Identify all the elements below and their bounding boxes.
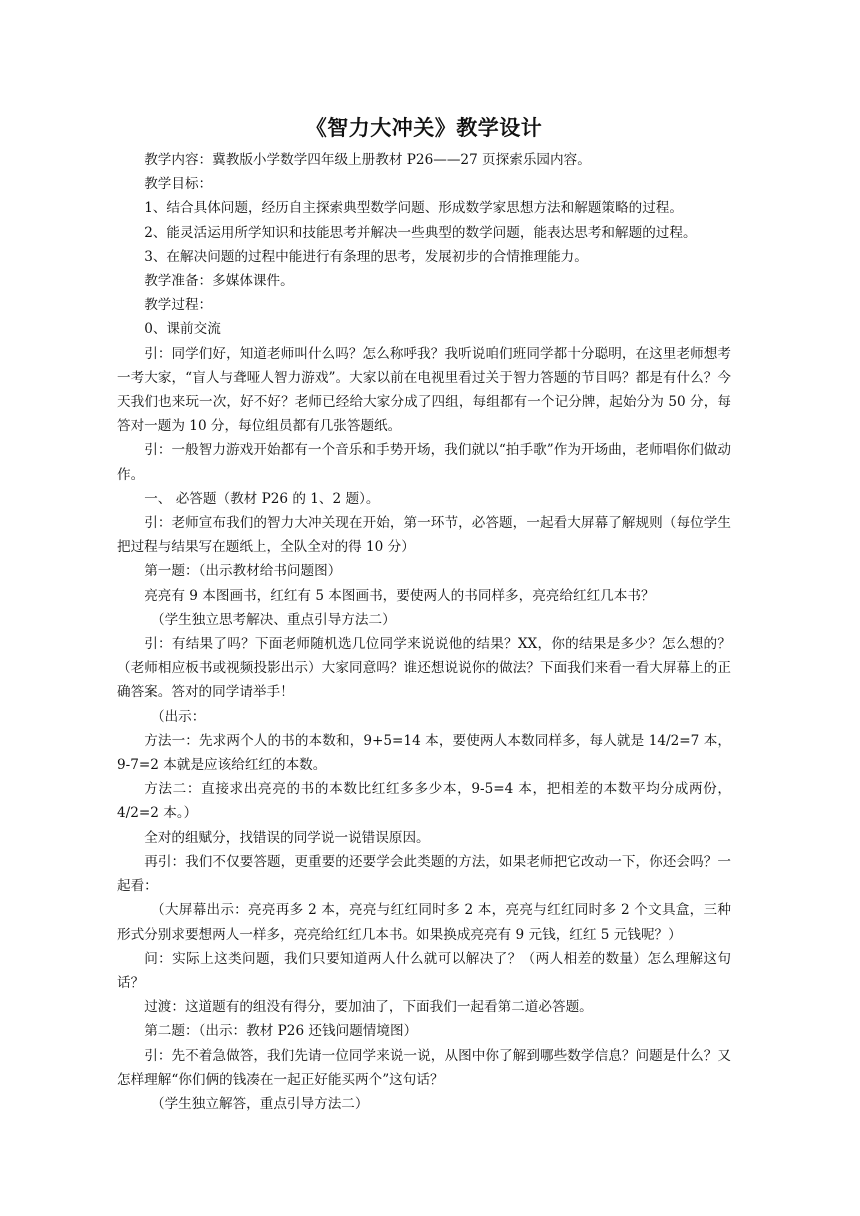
paragraph-question-2-intro: 引：先不着急做答，我们先请一位同学来说一说，从图中你了解到哪些数学信息？问题是什么？又怎样理解“你们俩的钱凑在一起正好能买两个”这句话？ [117,1047,731,1088]
paragraph-goal-1: 1、结合具体问题，经历自主探索典型数学问题、形成数学家思想方法和解题策略的过程。 [144,200,683,217]
paragraph-scoring: 全对的组赋分，找错误的同学说一说错误原因。 [144,829,430,846]
paragraph-rules: 引：老师宣布我们的智力大冲关现在开始，第一环节，必答题，一起看大屏幕了解规则（每位学生把过程与结果写在题纸上，全队全对的得 10 分） [117,515,731,556]
paragraph-goal-2: 2、能灵活运用所学知识和技能思考并解决一些典型的数学问题，能表达思考和解题的过程。 [144,224,697,241]
paragraph-section-1: 一、 必答题（教材 P26 的 1、2 题）。 [144,490,380,507]
paragraph-question-2-note: （学生独立解答，重点引导方法二） [151,1095,369,1112]
document-page [117,112,731,1116]
paragraph-teaching-content: 教学内容：冀教版小学数学四年级上册教材 P26——27 页探索乐园内容。 [144,152,591,168]
paragraph-question-1-text: 亮亮有 9 本图画书，红红有 5 本图画书，要使两人的书同样多，亮亮给红红几本书？ [144,587,655,604]
paragraph-transition: 过渡：这道题有的组没有得分，要加油了，下面我们一起看第二道必答题。 [144,999,593,1016]
paragraph-teaching-goals-heading: 教学目标： [144,176,213,193]
paragraph-variation-intro: 再引：我们不仅要答题，更重要的还要学会此类题的方法，如果老师把它改动一下，你还会吗？一起看： [117,853,731,895]
paragraph-method-2: 方法二：直接求出亮亮的书的本数比红红多多少本，9-5=4 本，把相差的本数平均分成两份，4/2=2 本。） [117,781,731,822]
paragraph-variation-screen: （大屏幕出示：亮亮再多 2 本，亮亮与红红同时多 2 本，亮亮与红红同时多 2 个文具盒，三种形式分别求要想两人一样多，亮亮给红红几本书。如果换成亮亮有 9 元钱，红红 5 元钱呢？） [117,902,731,943]
paragraph-question-2-heading: 第二题：（出示：教材 P26 还钱问题情境图） [144,1023,418,1040]
document-title: 《智力大冲关》教学设计 [305,116,543,140]
paragraph-question-summary: 问：实际上这类问题，我们只要知道两人什么就可以解决了？（两人相差的数量）怎么理解这句话？ [117,950,731,991]
paragraph-show: （出示： [151,708,206,725]
paragraph-method-1: 方法一：先求两个人的书的本数和，9+5=14 本，要使两人本数同样多，每人就是 14/2=7 本，9-7=2 本就是应该给红红的本数。 [117,732,731,774]
paragraph-intro-1: 引：同学们好，知道老师叫什么吗？怎么称呼我？我听说咱们班同学都十分聪明，在这里老师想考一考大家，“盲人与聋哑人智力游戏”。大家以前在电视里看过关于智力答题的节目吗？都是有什么？今天我们也来玩一次，好不好？老师已经给大家分成了四组，每组都有一个记分牌，起始分为 50 分，每答对一题为 10 分，每位组员都有几张答题纸。 [117,345,731,435]
paragraph-intro-2: 引：一般智力游戏开始都有一个音乐和手势开场，我们就以“拍手歌”作为开场曲，老师唱你们做动作。 [117,442,731,483]
paragraph-question-1-discussion: 引：有结果了吗？下面老师随机选几位同学来说说他的结果？XX，你的结果是多少？怎么想的？（老师相应板书或视频投影出示）大家同意吗？谁还想说说你的做法？下面我们来看一看大屏幕上的正确答案。答对的同学请举手！ [117,636,731,701]
paragraph-section-0: 0、课前交流 [144,321,221,338]
paragraph-process-heading: 教学过程： [144,297,213,314]
paragraph-preparation: 教学准备：多媒体课件。 [144,273,294,290]
paragraph-question-1-heading: 第一题：（出示教材给书问题图） [144,563,342,580]
paragraph-goal-3: 3、在解决问题的过程中能进行有条理的思考，发展初步的合情推理能力。 [144,248,588,265]
paragraph-question-1-note: （学生独立思考解决、重点引导方法二） [151,611,396,628]
